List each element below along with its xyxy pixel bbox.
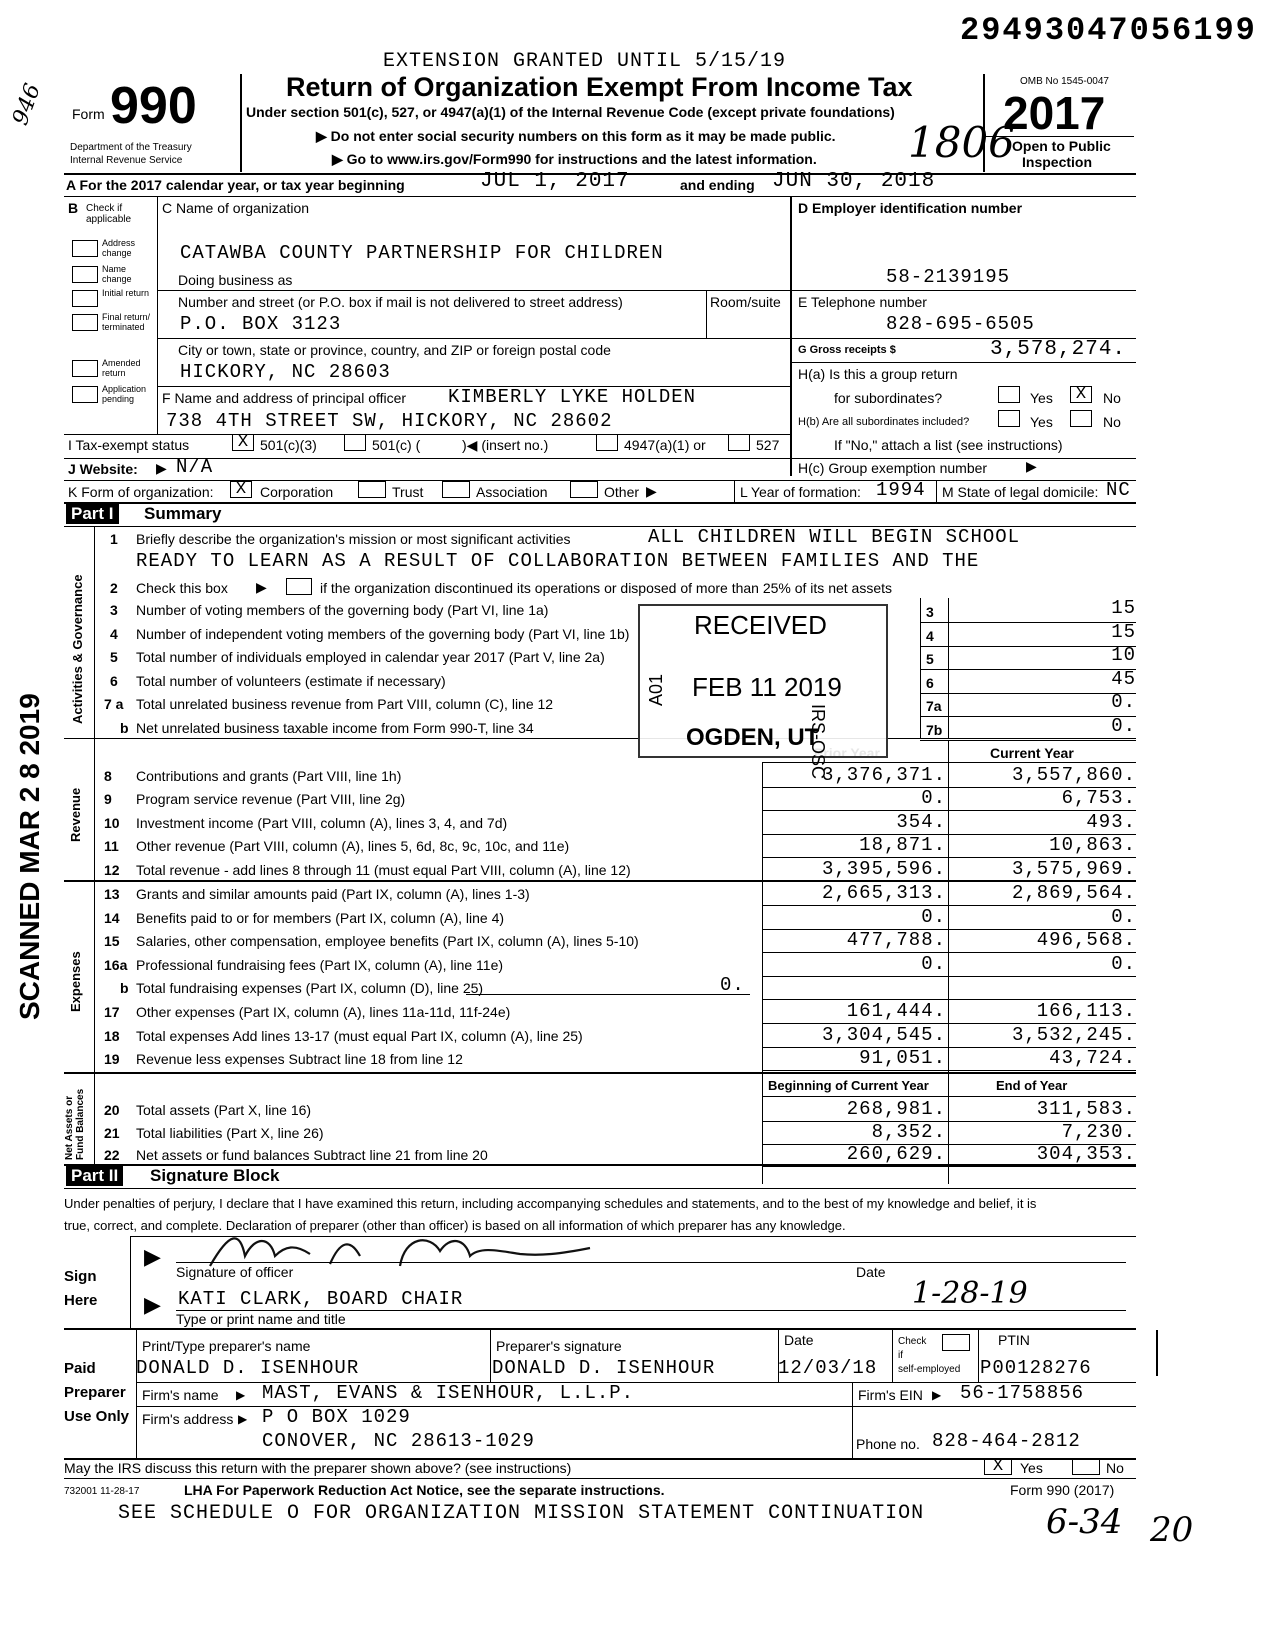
street-label: Number and street (or P.O. box if mail is not delivered to street address) — [178, 294, 623, 310]
instructions-notice-text: Go to www.irs.gov/Form990 for instructions and the latest information. — [346, 151, 817, 167]
gov-line-value: 0. — [1111, 691, 1136, 713]
revenue-line-number: 12 — [104, 861, 120, 878]
ssn-notice-text: Do not enter social security numbers on this form as it may be made public. — [330, 128, 836, 144]
officer-name-title: KATI CLARK, BOARD CHAIR — [178, 1288, 464, 1310]
form-number: 990 — [110, 77, 197, 135]
self-employed-label: self-employed — [898, 1364, 961, 1375]
expense-current-value: 0. — [1111, 905, 1136, 928]
status-527-label: 527 — [756, 437, 780, 453]
section-b-checkbox[interactable] — [72, 290, 98, 307]
status-4947-checkbox[interactable] — [596, 434, 618, 451]
line-16b-value: 0. — [720, 974, 745, 996]
firm-ein-label: Firm's EIN — [858, 1387, 923, 1403]
section-b-checkbox[interactable] — [72, 314, 98, 331]
received-stamp-office: IRS-OSC — [808, 704, 828, 780]
part-i-title: Summary — [144, 504, 222, 523]
year-formation-value: 1994 — [876, 479, 926, 501]
expense-line-number: 15 — [104, 933, 120, 950]
received-stamp-location: OGDEN, UT — [686, 724, 820, 751]
net-assets-line-text: Total liabilities (Part X, line 26) — [136, 1124, 324, 1141]
ein-value: 58-2139195 — [886, 266, 1011, 288]
preparer-sig-label: Preparer's signature — [496, 1338, 622, 1354]
sign-date-label: Date — [856, 1264, 886, 1280]
gov-line-text: Total number of individuals employed in calendar year 2017 (Part V, line 2a) — [136, 649, 605, 665]
revenue-prior-value: 3,376,371. — [821, 764, 946, 786]
gov-line-box-number: 6 — [926, 674, 934, 691]
status-527-checkbox[interactable] — [728, 434, 750, 451]
revenue-line-number: 10 — [104, 814, 120, 831]
expenses-side-label: Expenses — [68, 951, 83, 1012]
attach-list-note: If "No," attach a list (see instructions) — [834, 437, 1063, 453]
tax-year: 2017 — [1003, 87, 1106, 139]
open-to-public: Open to Public — [1012, 138, 1111, 154]
gov-line-box-number: 3 — [926, 604, 934, 620]
gov-line-box-number: 7a — [926, 698, 942, 714]
expense-prior-value: 91,051. — [859, 1047, 946, 1070]
ha-no-label: No — [1103, 390, 1121, 406]
expense-line-number: b — [120, 980, 129, 997]
group-return-label: H(a) Is this a group return — [798, 366, 958, 382]
net-assets-line-text: Net assets or fund balances Subtract line 21 from line 20 — [136, 1147, 488, 1163]
gov-line-value: 10 — [1111, 644, 1136, 666]
gov-line-box-number: 7b — [926, 721, 943, 738]
k-corporation-label: Corporation — [260, 484, 334, 500]
expense-line-number: 14 — [104, 909, 120, 926]
revenue-prior-value: 0. — [921, 787, 946, 810]
website-label: J Website: — [68, 461, 138, 477]
city-state-zip: HICKORY, NC 28603 — [180, 361, 391, 383]
revenue-current-value: 3,575,969. — [1011, 857, 1136, 880]
net-assets-line-number: 21 — [104, 1124, 120, 1141]
arrow-right-icon: ▶ — [144, 1292, 161, 1317]
gov-line-value: 15 — [1111, 620, 1136, 643]
row-divider — [762, 976, 1136, 977]
self-employed-checkbox[interactable] — [942, 1334, 970, 1351]
principal-officer-label: F Name and address of principal officer — [162, 390, 407, 406]
section-b-checkbox[interactable] — [72, 266, 98, 283]
sign-date-value: 1-28-19 — [912, 1276, 1028, 1311]
type-name-label: Type or print name and title — [176, 1311, 346, 1327]
handwritten-code: 1806 — [908, 118, 1015, 167]
status-501c-label: 501(c) ( — [372, 437, 421, 453]
dept-treasury: Department of the Treasury — [70, 142, 192, 153]
expense-prior-value: 2,665,313. — [821, 882, 946, 904]
section-b-option-label: Application pending — [102, 384, 147, 404]
line-1-text: Briefly describe the organization's mission or most significant activities — [136, 531, 571, 547]
ending-label: and ending — [680, 177, 755, 193]
k-trust-checkbox[interactable] — [358, 481, 386, 498]
line-2-text: Check this box — [136, 580, 228, 596]
for-subordinates-label: for subordinates? — [834, 390, 943, 406]
street-address: P.O. BOX 3123 — [180, 313, 342, 335]
hb-no-checkbox[interactable] — [1070, 410, 1092, 427]
instructions-notice: ▶ Go to www.irs.gov/Form990 for instructions and the latest information. — [332, 151, 817, 167]
gov-line-value: 0. — [1111, 714, 1136, 737]
current-year-header: Current Year — [990, 745, 1074, 761]
check-if-applicable: Check if applicable — [86, 203, 132, 225]
signature-officer-label: Signature of officer — [176, 1264, 294, 1280]
line-1-number: 1 — [110, 531, 118, 547]
section-b-option-label: Amended return — [102, 358, 141, 378]
ha-no-checkbox[interactable]: X — [1070, 386, 1092, 403]
insert-no-label: )◀ (insert no.) — [462, 437, 549, 453]
paid-label: Paid — [64, 1360, 96, 1377]
revenue-line-text: Program service revenue (Part VIII, line 2g) — [136, 791, 406, 808]
revenue-current-value: 493. — [1086, 810, 1136, 833]
expense-current-value: 2,869,564. — [1011, 882, 1136, 904]
handwritten-number: 20 — [1150, 1510, 1194, 1550]
arrow-right-icon: ▶ — [1026, 458, 1037, 474]
status-4947-label: 4947(a)(1) or — [624, 437, 706, 453]
expense-current-value: 3,532,245. — [1011, 1023, 1136, 1046]
city-label: City or town, state or province, country, and ZIP or foreign postal code — [178, 342, 611, 358]
part-ii-label: Part II — [66, 1166, 123, 1186]
discuss-yes-label: Yes — [1020, 1460, 1043, 1476]
website-value: N/A — [176, 456, 214, 478]
expense-prior-value: 3,304,545. — [821, 1023, 946, 1046]
revenue-line-text: Investment income (Part VIII, column (A), lines 3, 4, and 7d) — [136, 814, 508, 831]
revenue-current-value: 6,753. — [1061, 787, 1136, 810]
expense-current-value: 0. — [1111, 952, 1136, 975]
form-label: Form — [72, 106, 105, 122]
net-assets-line-number: 22 — [104, 1147, 120, 1163]
if-label: if — [898, 1350, 903, 1361]
k-association-label: Association — [476, 484, 548, 500]
status-501c3-checkbox[interactable]: X — [232, 434, 254, 451]
ptin-label: PTIN — [998, 1332, 1030, 1348]
net-assets-side-label: Net Assets or Fund Balances — [64, 1088, 86, 1160]
expense-prior-value: 0. — [921, 952, 946, 975]
discuss-question: May the IRS discuss this return with the preparer shown above? (see instructions) — [64, 1460, 572, 1476]
k-trust-label: Trust — [392, 484, 424, 500]
section-b-option-label: Address change — [102, 238, 136, 258]
gov-line-number: 4 — [110, 625, 118, 642]
document-locator-number: 29493047056199 — [960, 12, 1257, 49]
use-only-label: Use Only — [64, 1408, 130, 1425]
beginning-year-header: Beginning of Current Year — [768, 1078, 929, 1093]
principal-officer-name: KIMBERLY LYKE HOLDEN — [448, 386, 697, 408]
group-exemption-label: H(c) Group exemption number — [798, 460, 988, 476]
expense-line-number: 17 — [104, 1004, 120, 1020]
revenue-line-text: Total revenue - add lines 8 through 11 (must equal Part VIII, column (A), line 12) — [136, 861, 631, 878]
gov-line-number: 6 — [110, 672, 118, 689]
arrow-right-icon: ▶ — [932, 1388, 942, 1402]
k-association-checkbox[interactable] — [442, 481, 470, 498]
status-501c-checkbox[interactable] — [344, 434, 366, 451]
irs-label: Internal Revenue Service — [70, 155, 183, 166]
discontinued-checkbox[interactable] — [286, 578, 312, 595]
arrow-right-icon: ▶ — [144, 1244, 161, 1269]
revenue-prior-value: 3,395,596. — [821, 857, 946, 880]
gov-line-number: 3 — [110, 602, 118, 618]
org-name: CATAWBA COUNTY PARTNERSHIP FOR CHILDREN — [180, 242, 664, 264]
gov-line-value: 45 — [1111, 667, 1136, 690]
room-suite-label: Room/suite — [710, 294, 781, 310]
net-assets-current-value: 7,230. — [1061, 1120, 1136, 1143]
expense-line-number: 19 — [104, 1051, 120, 1068]
tax-exempt-status-label: I Tax-exempt status — [68, 437, 190, 453]
firm-phone: 828-464-2812 — [932, 1430, 1081, 1452]
gov-line-text: Total number of volunteers (estimate if necessary) — [136, 672, 446, 689]
mission-line-2: READY TO LEARN AS A RESULT OF COLLABORATION BETWEEN FAMILIES AND THE — [136, 550, 980, 572]
gov-line-number: 7 a — [104, 696, 124, 712]
revenue-prior-value: 18,871. — [859, 834, 946, 857]
discuss-yes-checkbox[interactable]: X — [984, 1458, 1012, 1475]
schedule-o-note: SEE SCHEDULE O FOR ORGANIZATION MISSION STATEMENT CONTINUATION — [118, 1502, 925, 1525]
form-reference: Form 990 (2017) — [1010, 1482, 1115, 1498]
k-other-label: Other — [604, 484, 640, 500]
gov-line-number: 5 — [110, 649, 118, 665]
principal-officer-address: 738 4TH STREET SW, HICKORY, NC 28602 — [166, 410, 613, 432]
net-assets-line-text: Total assets (Part X, line 16) — [136, 1102, 312, 1118]
ha-yes-label: Yes — [1030, 390, 1053, 406]
firm-name-label: Firm's name — [142, 1387, 219, 1403]
arrow-right-icon: ▶ — [238, 1412, 248, 1426]
part-ii-title: Signature Block — [150, 1166, 280, 1185]
net-assets-prior-value: 260,629. — [846, 1143, 946, 1165]
firm-address-line2: CONOVER, NC 28613-1029 — [262, 1430, 535, 1452]
expense-line-text: Revenue less expenses Subtract line 18 from line 12 — [136, 1051, 463, 1068]
expense-line-number: 13 — [104, 886, 120, 902]
preparer-date-label: Date — [784, 1332, 814, 1348]
preparer-signature: DONALD D. ISENHOUR — [492, 1357, 716, 1379]
gov-line-box-number: 4 — [926, 627, 934, 644]
revenue-side-label: Revenue — [68, 787, 83, 842]
net-assets-prior-value: 268,981. — [846, 1098, 946, 1120]
discuss-no-checkbox[interactable] — [1072, 1458, 1100, 1475]
net-assets-current-value: 304,353. — [1036, 1143, 1136, 1165]
handwritten-corner-mark: 946 — [8, 80, 46, 129]
extension-notice: EXTENSION GRANTED UNTIL 5/15/19 — [383, 50, 787, 73]
ssn-notice: ▶ Do not enter social security numbers on this form as it may be made public. — [316, 128, 836, 144]
hb-no-label: No — [1103, 414, 1121, 430]
perjury-statement-line1: Under penalties of perjury, I declare that I have examined this return, including accompanying schedules and statements, and to the best of my knowledge and belief, it is — [64, 1196, 1037, 1211]
revenue-prior-value: 354. — [896, 810, 946, 833]
dba-label: Doing business as — [178, 272, 293, 288]
gov-line-text: Number of voting members of the governing body (Part VI, line 1a) — [136, 602, 549, 618]
section-b-option-label: Initial return — [102, 288, 150, 298]
section-b-checkbox[interactable] — [72, 240, 98, 257]
net-assets-line-number: 20 — [104, 1102, 120, 1118]
revenue-line-text: Other revenue (Part VIII, column (A), lines 5, 6d, 8c, 9c, 10c, and 11e) — [136, 838, 570, 855]
expense-line-text: Professional fundraising fees (Part IX, column (A), line 11e) — [136, 956, 504, 973]
subordinates-included-label: H(b) Are all subordinates included? — [798, 416, 970, 428]
firm-ein: 56-1758856 — [960, 1382, 1085, 1404]
row-divider — [920, 740, 1136, 741]
expense-current-value: 166,113. — [1036, 1000, 1136, 1022]
received-stamp — [638, 604, 888, 780]
form-of-org-label: K Form of organization: — [68, 484, 214, 500]
k-corporation-checkbox[interactable]: X — [230, 481, 252, 498]
arrow-right-icon: ▶ — [236, 1388, 246, 1402]
gov-line-box-number: 5 — [926, 651, 934, 667]
telephone-value: 828-695-6505 — [886, 313, 1035, 335]
expense-prior-value: 477,788. — [846, 929, 946, 952]
expense-line-text: Benefits paid to or for members (Part IX, column (A), line 4) — [136, 909, 505, 926]
k-other-checkbox[interactable] — [570, 481, 598, 498]
section-b-checkbox[interactable] — [72, 386, 98, 403]
hb-yes-label: Yes — [1030, 414, 1053, 430]
gov-line-text: Total unrelated business revenue from Part VIII, column (C), line 12 — [136, 696, 554, 712]
gov-line-text: Number of independent voting members of the governing body (Part VI, line 1b) — [136, 625, 630, 642]
expense-line-number: 18 — [104, 1027, 120, 1044]
expense-current-value: 496,568. — [1036, 929, 1136, 952]
discuss-no-label: No — [1106, 1460, 1124, 1476]
activities-governance-side-label: Activities & Governance — [70, 574, 85, 724]
check-label: Check — [898, 1336, 927, 1347]
row-divider — [762, 1166, 1136, 1167]
hb-yes-checkbox[interactable] — [998, 410, 1020, 427]
net-assets-current-value: 311,583. — [1036, 1098, 1136, 1120]
gross-receipts-label: G Gross receipts $ — [798, 344, 896, 356]
omb-number: OMB No 1545-0047 — [1020, 76, 1109, 87]
expense-line-text: Total fundraising expenses (Part IX, column (D), line 25) — [136, 980, 484, 997]
expense-current-value: 43,724. — [1049, 1047, 1136, 1070]
section-b-option-label: Final return/ terminated — [102, 312, 151, 332]
firm-name: MAST, EVANS & ISENHOUR, L.L.P. — [262, 1382, 635, 1404]
expense-line-text: Total expenses Add lines 13-17 (must equal Part IX, column (A), line 25) — [136, 1027, 583, 1044]
state-domicile-value: NC — [1106, 479, 1131, 501]
gov-line-text: Net unrelated business taxable income from Form 990-T, line 34 — [136, 719, 534, 736]
year-formation-label: L Year of formation: — [740, 484, 861, 500]
handwritten-page-mark: 6-34 — [1046, 1502, 1123, 1542]
received-stamp-code: A01 — [646, 673, 666, 706]
preparer-ptin: P00128276 — [980, 1357, 1092, 1379]
ha-yes-checkbox[interactable] — [998, 386, 1020, 403]
phone-no-label: Phone no. — [856, 1436, 920, 1452]
end-year-header: End of Year — [996, 1078, 1068, 1093]
revenue-line-number: 9 — [104, 791, 112, 808]
state-domicile-label: M State of legal domicile: — [942, 484, 1099, 500]
expense-line-text: Salaries, other compensation, employee benefits (Part IX, column (A), lines 5-10) — [136, 933, 639, 950]
preparer-name: DONALD D. ISENHOUR — [136, 1357, 360, 1379]
line-2-number: 2 — [110, 580, 118, 596]
gov-line-value: 15 — [1111, 597, 1136, 619]
section-b-label: B — [68, 200, 79, 216]
expense-line-text: Grants and similar amounts paid (Part IX, column (A), lines 1-3) — [136, 886, 530, 902]
revenue-line-text: Contributions and grants (Part VIII, line 1h) — [136, 768, 402, 784]
form-code: 732001 11-28-17 — [64, 1486, 140, 1497]
revenue-line-number: 8 — [104, 768, 112, 784]
perjury-statement-line2: true, correct, and complete. Declaration of preparer (other than officer) is based on all information of which preparer has any knowledge. — [64, 1218, 846, 1233]
mission-line-1: ALL CHILDREN WILL BEGIN SCHOOL — [648, 526, 1021, 548]
net-assets-prior-value: 8,352. — [871, 1120, 946, 1143]
preparer-name-label: Print/Type preparer's name — [142, 1338, 311, 1354]
ein-label: D Employer identification number — [798, 200, 1023, 216]
form-title: Return of Organization Exempt From Income Tax — [286, 72, 913, 102]
part-i-label: Part I — [66, 504, 119, 524]
revenue-current-value: 10,863. — [1049, 834, 1136, 857]
telephone-label: E Telephone number — [798, 294, 927, 310]
arrow-right-icon: ▶ — [256, 579, 267, 595]
org-name-label: C Name of organization — [162, 200, 310, 216]
lha-notice: LHA For Paperwork Reduction Act Notice, see the separate instructions. — [184, 1482, 665, 1498]
expense-prior-value: 0. — [921, 905, 946, 928]
revenue-line-number: 11 — [104, 838, 119, 855]
expense-line-text: Other expenses (Part IX, column (A), lines 11a-11d, 11f-24e) — [136, 1004, 511, 1020]
arrow-right-icon: ▶ — [646, 483, 657, 499]
section-b-checkbox[interactable] — [72, 360, 98, 377]
status-501c3-label: 501(c)(3) — [260, 437, 317, 453]
line-2-rest: if the organization discontinued its operations or disposed of more than 25% of its net assets — [320, 580, 893, 596]
preparer-date: 12/03/18 — [778, 1357, 878, 1379]
revenue-current-value: 3,557,860. — [1011, 764, 1136, 786]
line-a-label: A For the 2017 calendar year, or tax year beginning — [66, 177, 405, 193]
preparer-label: Preparer — [64, 1384, 126, 1401]
expense-prior-value: 161,444. — [846, 1000, 946, 1022]
tax-year-begin: JUL 1, 2017 — [480, 170, 630, 193]
inspection-label: Inspection — [1022, 154, 1093, 170]
received-stamp-title: RECEIVED — [694, 610, 827, 640]
form-subtitle: Under section 501(c), 527, or 4947(a)(1) of the Internal Revenue Code (except private foundations) — [246, 104, 895, 120]
arrow-right-icon: ▶ — [156, 460, 167, 476]
firm-address-label: Firm's address — [142, 1411, 234, 1427]
section-b-option-label: Name change — [102, 264, 132, 284]
gov-line-number: b — [120, 719, 129, 736]
received-stamp-date: FEB 11 2019 — [692, 672, 842, 702]
scanned-stamp: SCANNED MAR 2 8 2019 — [14, 693, 45, 1020]
sign-label: Sign — [64, 1268, 97, 1285]
gross-receipts-value: 3,578,274. — [990, 338, 1127, 361]
tax-year-end: JUN 30, 2018 — [772, 170, 936, 193]
firm-address-line1: P O BOX 1029 — [262, 1406, 411, 1428]
here-label: Here — [64, 1292, 98, 1309]
expense-line-number: 16a — [104, 956, 128, 973]
